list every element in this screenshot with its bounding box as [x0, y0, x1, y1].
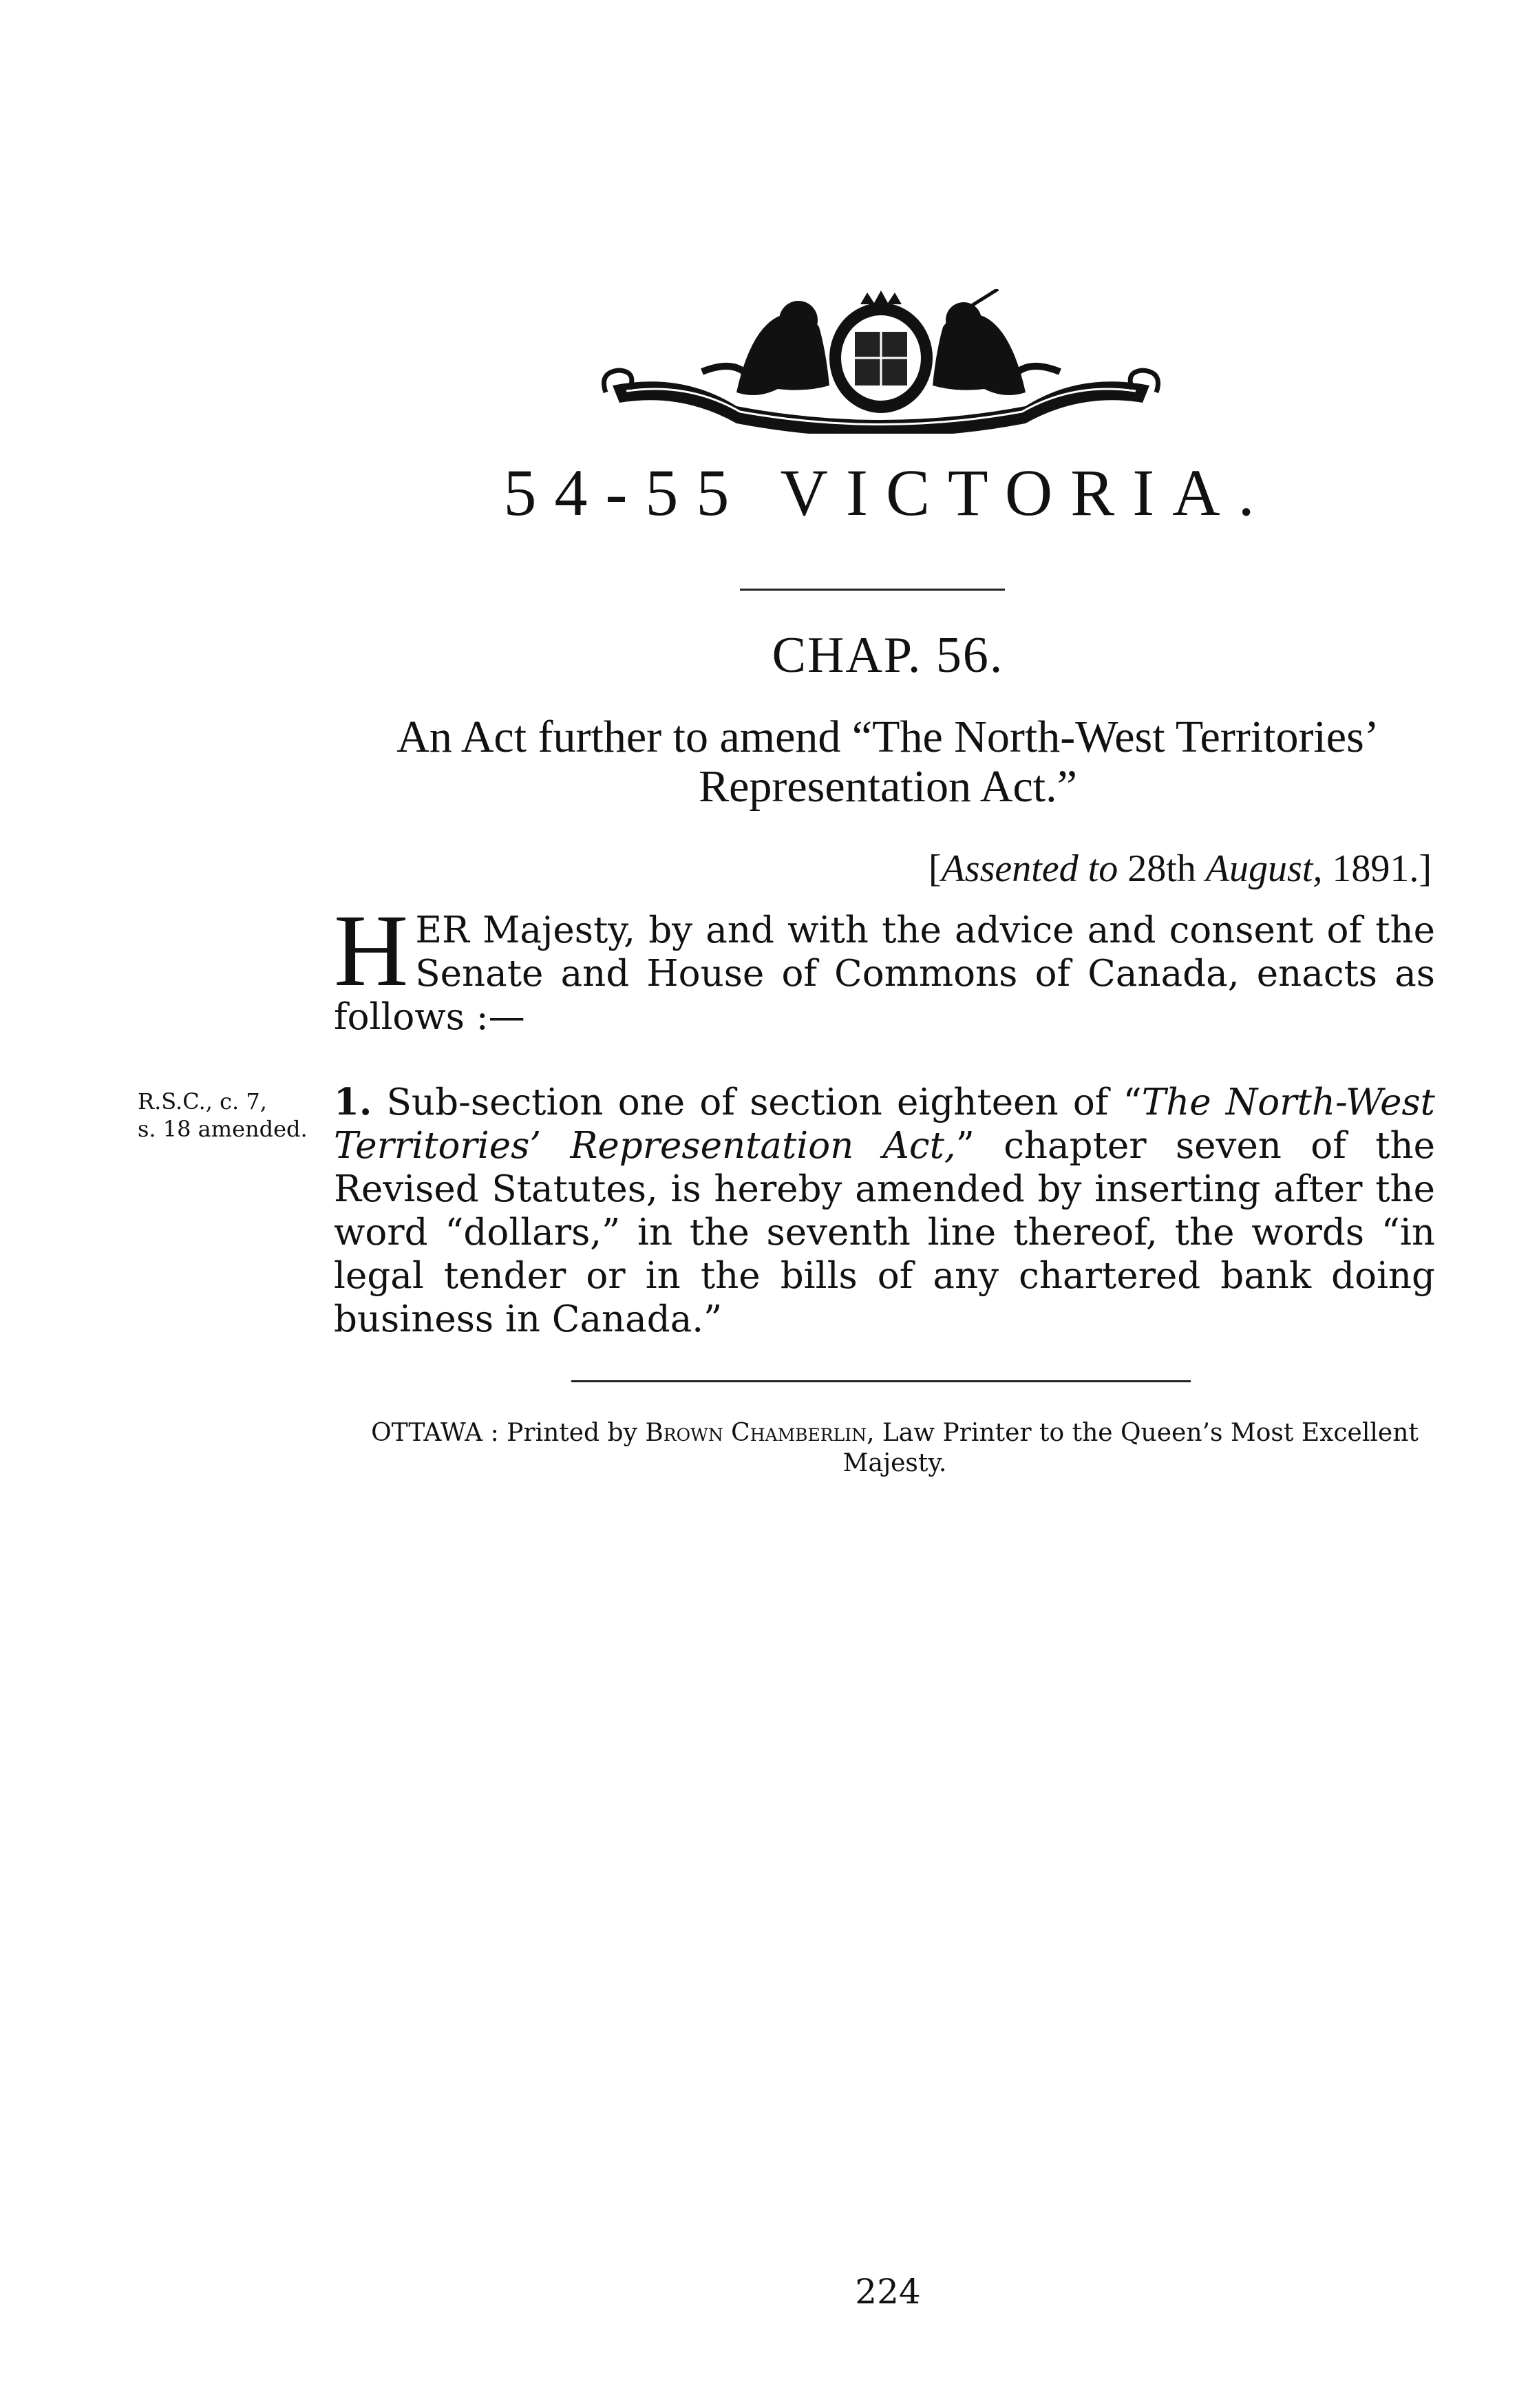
section-1 [334, 1081, 1435, 1341]
margin-note-line-1: R.S.C., c. 7, [138, 1088, 267, 1115]
page-number: 224 [855, 2272, 921, 2312]
imprint-place: OTTAWA : [371, 1419, 499, 1447]
enacting-clause [334, 894, 1435, 1039]
imprint-printer-name: Brown Chamberlin, [645, 1419, 875, 1447]
assent-month: August, [1205, 847, 1323, 890]
section-act-name: The North-West Territories’ Representation Act, [334, 1081, 1435, 1167]
imprint-rest: Law Printer to the Queen’s Most Excellent Majesty. [842, 1419, 1419, 1477]
divider-short [740, 589, 1005, 591]
royal-coat-of-arms-icon [599, 289, 1163, 434]
regnal-year-heading: 54-55 VICTORIA. [503, 456, 1273, 529]
assent-line [929, 847, 1432, 891]
section-text-b: ” chapter seven of the Revised Statutes, is hereby amended by inserting after the word “dollars,” in the seventh line thereof, the words “in legal tender or in the bills of any chartered bank doing business in Canada.” [334, 1125, 1436, 1340]
assent-label: Assented to [941, 847, 1118, 890]
chapter-heading: CHAP. 56. [772, 627, 1004, 684]
margin-note-line-2: s. 18 amended. [138, 1116, 308, 1142]
printer-imprint [344, 1418, 1445, 1479]
act-title [330, 712, 1445, 812]
assent-year: 1891.] [1332, 847, 1432, 890]
imprint-printed-by: Printed by [507, 1419, 637, 1447]
assent-day: 28th [1127, 847, 1196, 890]
section-number: 1. [334, 1081, 372, 1123]
act-title-line-2: Representation Act.” [699, 761, 1077, 812]
drop-cap: H [334, 894, 409, 1008]
assent-bracket: [ [928, 847, 942, 890]
divider-long [571, 1380, 1191, 1382]
enacting-clause-text: ER Majesty, by and with the advice and consent of the Senate and House of Commons of Canada, enacts as follows :— [334, 909, 1435, 1038]
margin-note [138, 1088, 330, 1143]
act-title-line-1: An Act further to amend “The North-West Territories’ [396, 712, 1379, 762]
section-text-a: Sub-section one of section eighteen of “ [386, 1081, 1142, 1123]
